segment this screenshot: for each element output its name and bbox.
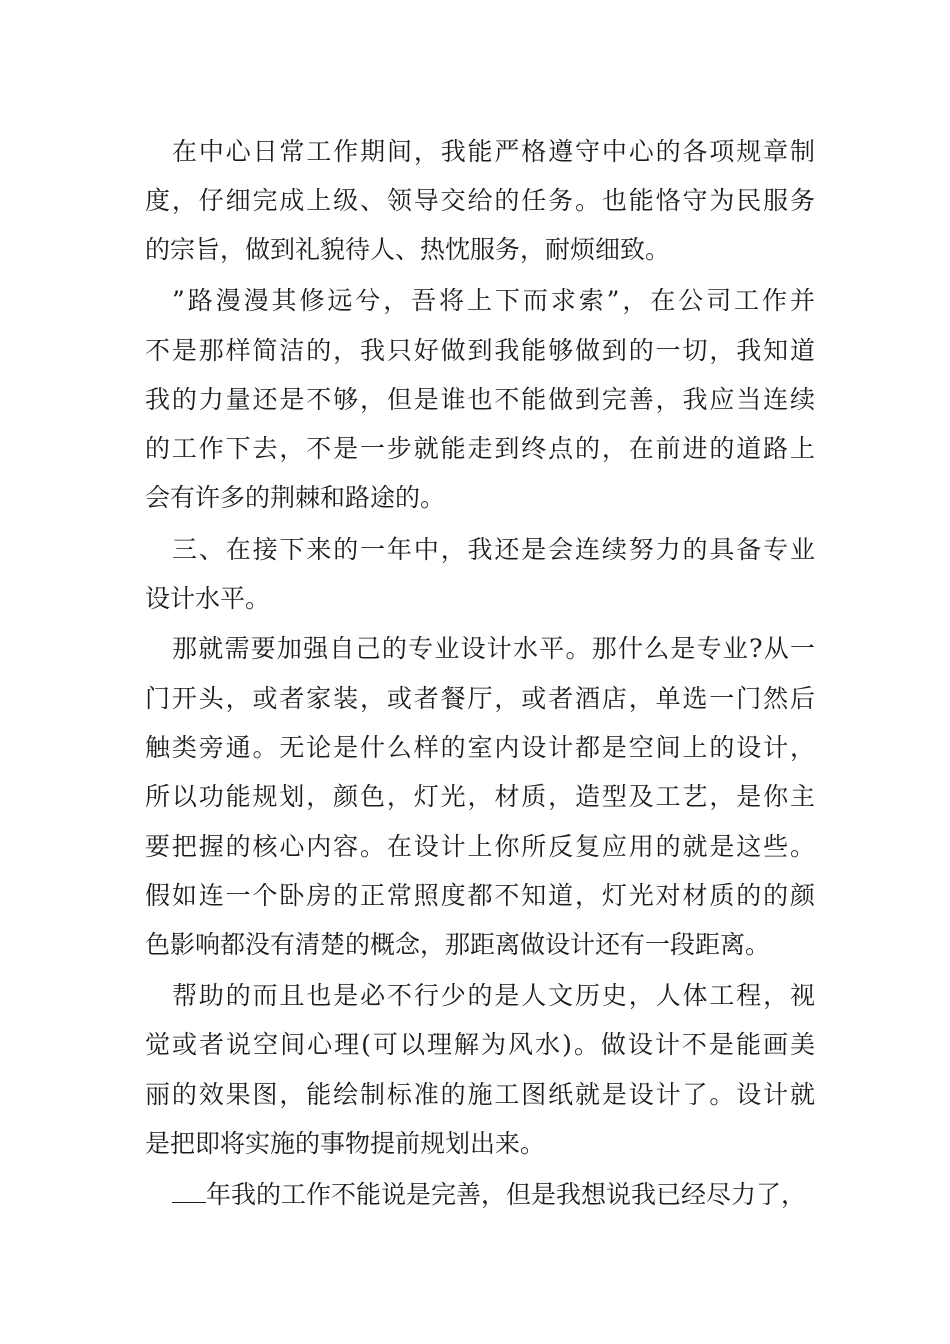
paragraph-1-line-3: 的宗旨，做到礼貌待人、热忱服务，耐烦细致。 (145, 235, 671, 264)
paragraph-6-line-1-text: 年我的工作不能说是完善，但是我想说我已经尽力了， (206, 1180, 807, 1209)
paragraph-1-line-2: 度，仔细完成上级、领导交给的任务。也能恪守为民服务 (145, 186, 815, 215)
paragraph-1-line-1: 在中心日常工作期间，我能严格遵守中心的各项规章制 (172, 137, 815, 166)
paragraph-2-line-1: ”路漫漫其修远兮，吾将上下而求索”，在公司工作并 (172, 286, 815, 315)
paragraph-4-line-2: 门开头，或者家装，或者餐厅，或者酒店，单选一门然后 (145, 684, 815, 713)
paragraph-2-line-2: 不是那样简洁的，我只好做到我能够做到的一切，我知道 (145, 336, 815, 365)
paragraph-3-line-1: 三、在接下来的一年中，我还是会连续努力的具备专业 (172, 535, 815, 564)
paragraph-5-line-1: 帮助的而且也是必不行少的是人文历史，人体工程，视 (172, 981, 815, 1010)
paragraph-5-line-4: 是把即将实施的事物提前规划出来。 (145, 1129, 546, 1158)
fill-in-blank (172, 1180, 206, 1203)
paragraph-2-line-5: 会有许多的荆棘和路途的。 (145, 483, 446, 512)
paragraph-4-line-7: 色影响都没有清楚的概念，那距离做设计还有一段距离。 (145, 930, 771, 959)
paragraph-5-line-3: 丽的效果图，能绘制标准的施工图纸就是设计了。设计就 (145, 1080, 815, 1109)
paragraph-4-line-5: 要把握的核心内容。在设计上你所反复应用的就是这些。 (145, 832, 815, 861)
paragraph-4-line-4: 所以功能规划，颜色，灯光，材质，造型及工艺，是你主 (145, 782, 815, 811)
paragraph-4-line-6: 假如连一个卧房的正常照度都不知道，灯光对材质的的颜 (145, 881, 815, 910)
paragraph-2-line-4: 的工作下去，不是一步就能走到终点的，在前进的道路上 (145, 434, 815, 463)
paragraph-3-line-2: 设计水平。 (145, 584, 271, 613)
paragraph-6-line-1 (172, 1180, 822, 1210)
paragraph-4-line-3: 触类旁通。无论是什么样的室内设计都是空间上的设计， (145, 733, 815, 762)
paragraph-4-line-1: 那就需要加强自己的专业设计水平。那什么是专业?从一 (172, 634, 815, 663)
paragraph-2-line-3: 我的力量还是不够，但是谁也不能做到完善，我应当连续 (145, 385, 815, 414)
paragraph-5-line-2: 觉或者说空间心理(可以理解为风水)。做设计不是能画美 (145, 1030, 815, 1059)
